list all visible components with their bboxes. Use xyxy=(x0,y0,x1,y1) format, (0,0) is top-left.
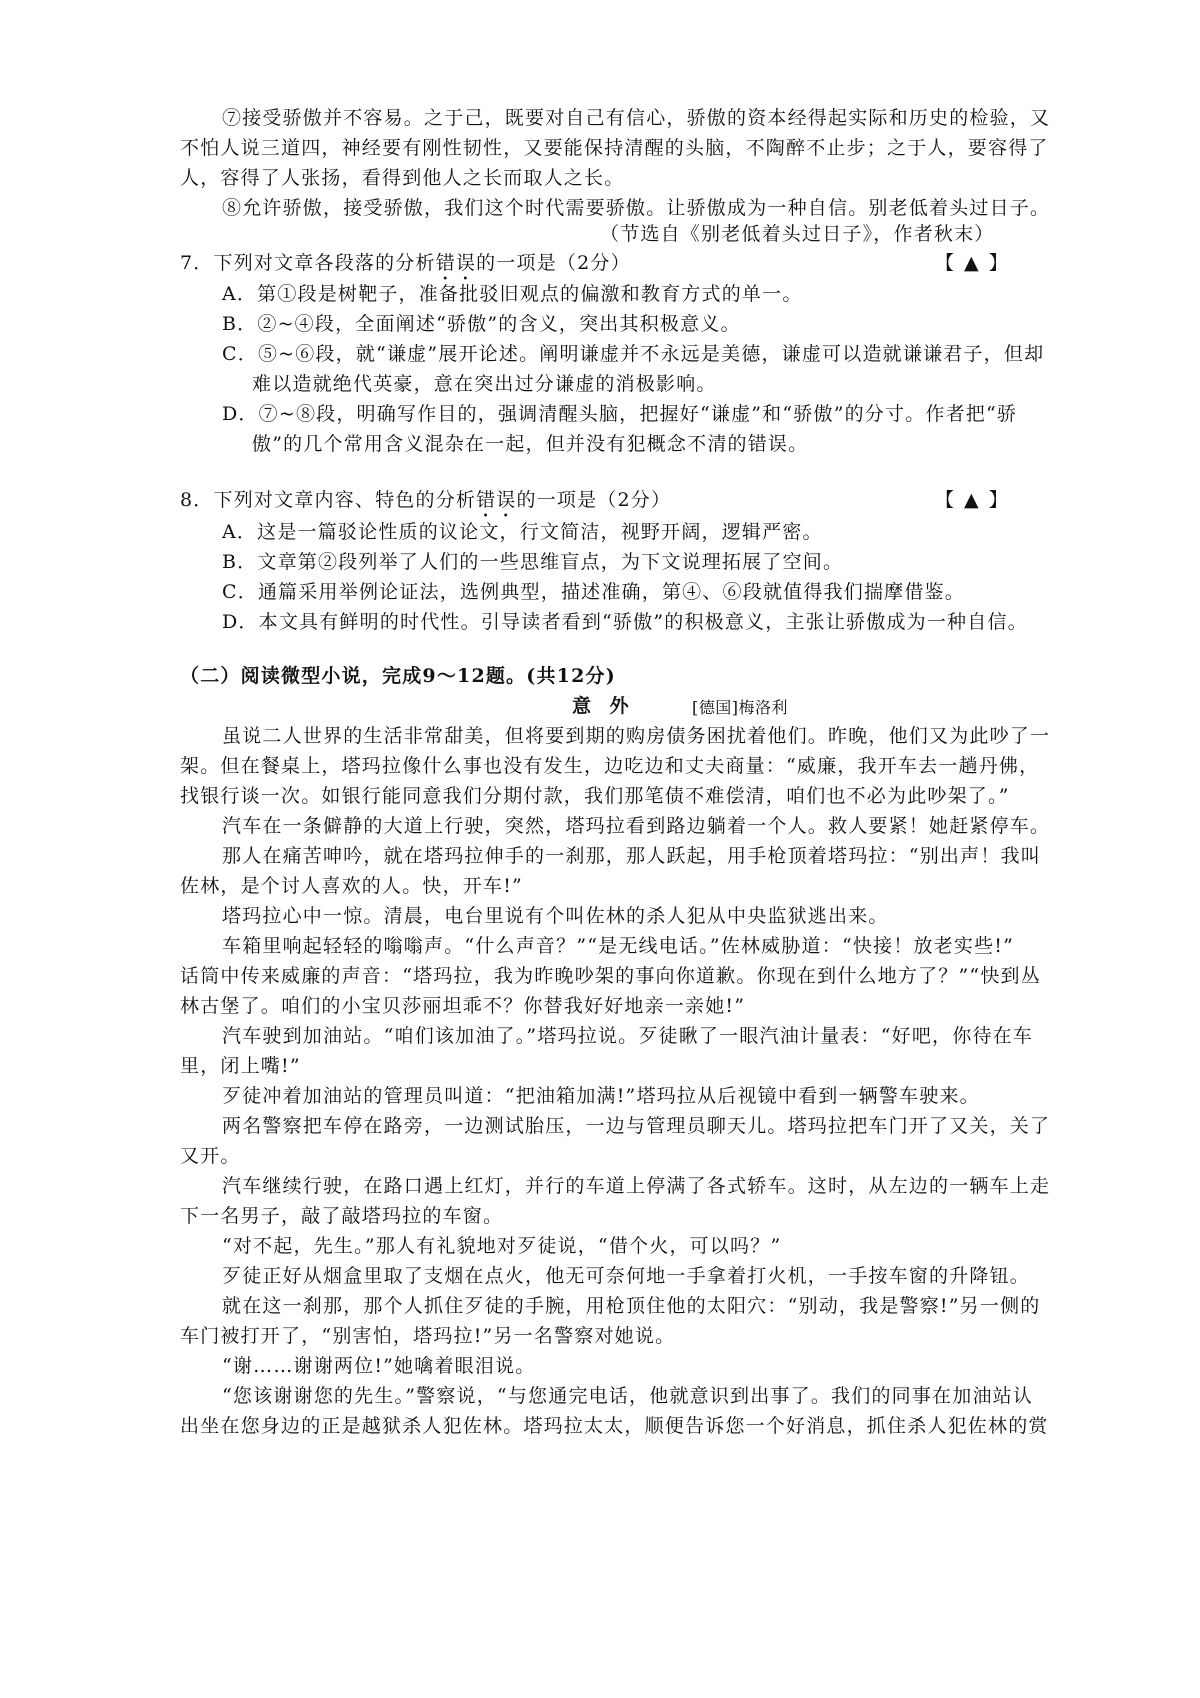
question-8-option-a: A．这是一篇驳论性质的议论文，行文简洁，视野开阔，逻辑严密。 xyxy=(222,521,823,543)
question-8-option-b: B．文章第②段列举了人们的一些思维盲点，为下文说理拓展了空间。 xyxy=(222,551,844,573)
story-author: [德国]梅洛利 xyxy=(692,698,788,717)
question-7-answer-mark: 【 ▲ 】 xyxy=(935,252,1010,274)
section-2-heading: （二）阅读微型小说，完成9～12题。(共12分) xyxy=(180,665,616,687)
story-line: 汽车在一条僻静的大道上行驶，突然，塔玛拉看到路边躺着一个人。救人要紧！她赶紧停车。 xyxy=(222,815,1051,837)
paragraph-7-line-2: 不怕人说三道四，神经要有刚性韧性，又要能保持清醒的头脑，不陶醉不止步；之于人，要容得了 xyxy=(180,137,1049,159)
question-7-stem-a: 7．下列对文章各段落的分析 xyxy=(180,252,436,274)
question-7-option-b: B．②~④段，全面阐述“骄傲”的含义，突出其积极意义。 xyxy=(222,313,741,335)
story-line: 塔玛拉心中一惊。清晨，电台里说有个叫佐林的杀人犯从中央监狱逃出来。 xyxy=(222,905,889,927)
story-line: 话筒中传来威廉的声音：“塔玛拉，我为昨晚吵架的事向你道歉。你现在到什么地方了？”“快到丛 xyxy=(180,965,1041,987)
question-7-stem-b: 的一项是（2分） xyxy=(476,252,631,274)
story-line: 就在这一刹那，那个人抓住歹徒的手腕，用枪顶住他的太阳穴：“别动，我是警察!”另一侧的 xyxy=(222,1295,1041,1317)
story-line: “对不起，先生。”那人有礼貌地对歹徒说，“借个火，可以吗？” xyxy=(222,1235,782,1257)
story-line: 下一名男子，敲了敲塔玛拉的车窗。 xyxy=(180,1205,504,1227)
question-7-option-a: A．第①段是树靶子，准备批驳旧观点的偏激和教育方式的单一。 xyxy=(222,283,803,305)
story-line: 车箱里响起轻轻的嗡嗡声。“什么声音？”“是无线电话。”佐林威胁道：“快接！放老实些!” xyxy=(222,935,1015,957)
story-line: 林古堡了。咱们的小宝贝莎丽坦乖不？你替我好好地亲一亲她!” xyxy=(180,995,746,1017)
story-line: 出坐在您身边的正是越狱杀人犯佐林。塔玛拉太太，顺便告诉您一个好消息，抓住杀人犯佐林的赏 xyxy=(180,1415,1049,1437)
question-7-option-c-line-2: 难以造就绝代英豪，意在突出过分谦虚的消极影响。 xyxy=(252,373,717,395)
question-7-emphasis: 错误 xyxy=(435,252,477,274)
story-line: 汽车驶到加油站。“咱们该加油了。”塔玛拉说。歹徒瞅了一眼汽油计量表：“好吧，你待在车 xyxy=(222,1025,1034,1047)
question-8-emphasis: 错误 xyxy=(476,489,517,511)
question-7-stem xyxy=(180,251,631,285)
paragraph-8: ⑧允许骄傲，接受骄傲，我们这个时代需要骄傲。让骄傲成为一种自信。别老低着头过日子。 xyxy=(222,197,1051,219)
question-7-option-d-line-1: D．⑦~⑧段，明确写作目的，强调清醒头脑，把握好“谦虚”和“骄傲”的分寸。作者把“骄 xyxy=(222,403,1018,425)
article-source: （节选自《别老低着头过日子》，作者秋末） xyxy=(600,223,995,245)
story-title: 意 外 xyxy=(572,695,635,717)
story-line: 汽车继续行驶，在路口遇上红灯，并行的车道上停满了各式轿车。这时，从左边的一辆车上走 xyxy=(222,1175,1051,1197)
question-8-stem-a: 8．下列对文章内容、特色的分析 xyxy=(180,489,477,511)
story-line: 又开。 xyxy=(180,1145,241,1167)
story-line: 找银行谈一次。如银行能同意我们分期付款，我们那笔债不难偿清，咱们也不必为此吵架了。” xyxy=(180,785,1010,807)
question-8-option-d: D．本文具有鲜明的时代性。引导读者看到“骄傲”的积极意义，主张让骄傲成为一种自信。 xyxy=(222,611,1028,633)
paragraph-7-line-3: 人，容得了人张扬，看得到他人之长而取人之长。 xyxy=(180,167,625,189)
question-7-option-d-line-2: 傲”的几个常用含义混杂在一起，但并没有犯概念不清的错误。 xyxy=(252,433,809,455)
question-8-stem-b: 的一项是（2分） xyxy=(516,489,672,511)
story-line: 车门被打开了，“别害怕，塔玛拉!”另一名警察对她说。 xyxy=(180,1325,676,1347)
question-8-stem xyxy=(180,488,671,522)
story-line: 那人在痛苦呻吟，就在塔玛拉伸手的一刹那，那人跃起，用手枪顶着塔玛拉：“别出声！我叫 xyxy=(222,845,1041,867)
story-line: 里，闭上嘴!” xyxy=(180,1055,301,1077)
story-line: 歹徒冲着加油站的管理员叫道：“把油箱加满!”塔玛拉从后视镜中看到一辆警车驶来。 xyxy=(222,1085,980,1107)
question-7-option-c-line-1: C．⑤~⑥段，就“谦虚”展开论述。阐明谦虚并不永远是美德，谦虚可以造就谦谦君子，但却 xyxy=(222,343,1045,365)
story-line: 两名警察把车停在路旁，一边测试胎压，一边与管理员聊天儿。塔玛拉把车门开了又关，关了 xyxy=(222,1115,1051,1137)
story-line: 佐林，是个讨人喜欢的人。快，开车!” xyxy=(180,875,523,897)
story-line: 架。但在餐桌上，塔玛拉像什么事也没有发生，边吃边和丈夫商量：“威廉，我开车去一趟丹佛， xyxy=(180,755,1040,777)
story-line: “您该谢谢您的先生。”警察说，“与您通完电话，他就意识到出事了。我们的同事在加油站认 xyxy=(222,1385,1034,1407)
question-8-option-c: C．通篇采用举例论证法，选例典型，描述准确，第④、⑥段就值得我们揣摩借鉴。 xyxy=(222,581,965,603)
story-line: “谢……谢谢两位!”她噙着眼泪说。 xyxy=(222,1355,536,1377)
paragraph-7-line-1: ⑦接受骄傲并不容易。之于己，既要对自己有信心，骄傲的资本经得起实际和历史的检验，又 xyxy=(222,107,1051,129)
story-line: 歹徒正好从烟盒里取了支烟在点火，他无可奈何地一手拿着打火机，一手按车窗的升降钮。 xyxy=(222,1265,1031,1287)
story-line: 虽说二人世界的生活非常甜美，但将要到期的购房债务困扰着他们。昨晚，他们又为此吵了一 xyxy=(222,725,1051,747)
question-8-answer-mark: 【 ▲ 】 xyxy=(935,489,1010,511)
